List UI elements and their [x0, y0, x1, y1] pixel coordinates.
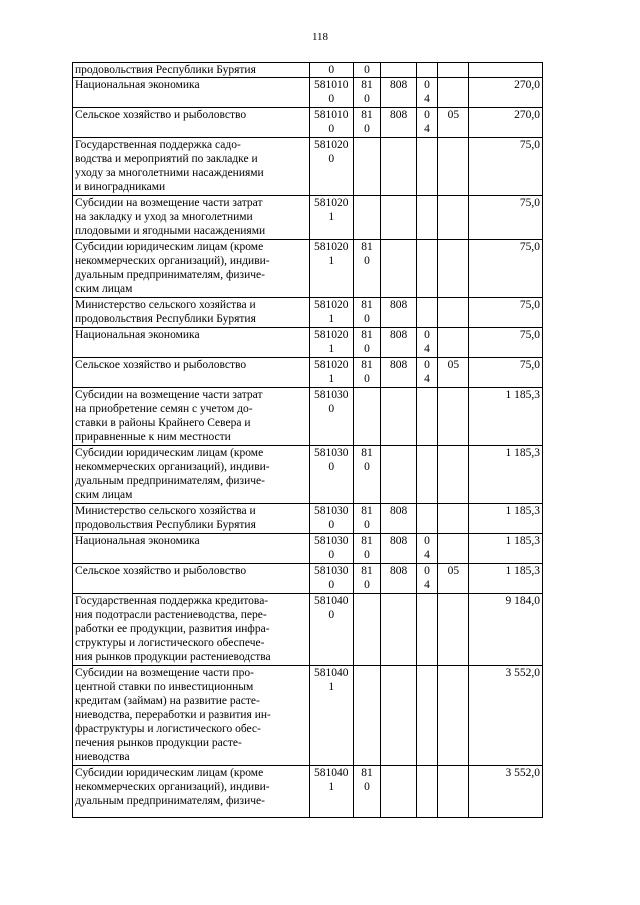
- cell-target-code: 581040 0: [310, 594, 353, 666]
- cell-ministry-code: 808: [381, 328, 416, 358]
- cell-amount: 75,0: [469, 298, 543, 328]
- table-row: [73, 534, 543, 564]
- table-row: [73, 328, 543, 358]
- cell-subsection: [438, 766, 469, 818]
- cell-subsection: [438, 666, 469, 766]
- table-row: [73, 358, 543, 388]
- cell-subsection: 05: [438, 358, 469, 388]
- cell-ministry-code: [381, 388, 416, 446]
- cell-subsection: [438, 196, 469, 240]
- cell-section: 0 4: [416, 328, 438, 358]
- cell-target-code: 581020 1: [310, 196, 353, 240]
- cell-expense-type: 81 0: [353, 298, 381, 328]
- cell-section: 0 4: [416, 534, 438, 564]
- table-row: [73, 63, 543, 78]
- cell-amount: 270,0: [469, 108, 543, 138]
- cell-subsection: 05: [438, 564, 469, 594]
- cell-expense-type: 81 0: [353, 564, 381, 594]
- table-row: [73, 138, 543, 196]
- cell-target-code: 581020 1: [310, 240, 353, 298]
- cell-name: Сельское хозяйство и рыболовство: [73, 564, 310, 594]
- cell-name: Сельское хозяйство и рыболовство: [73, 108, 310, 138]
- cell-name: Субсидии юридическим лицам (кроме некоммерческих организаций), индиви- дуальным предпринимателям, физиче- ским лицам: [73, 446, 310, 504]
- cell-name: Субсидии на возмещение части затрат на закладку и уход за многолетними плодовыми и ягодными насаждениями: [73, 196, 310, 240]
- table-row: [73, 388, 543, 446]
- table-row: [73, 594, 543, 666]
- cell-expense-type: 81 0: [353, 328, 381, 358]
- cell-section: 0 4: [416, 78, 438, 108]
- cell-ministry-code: [381, 666, 416, 766]
- table-row: [73, 108, 543, 138]
- cell-amount: 1 185,3: [469, 564, 543, 594]
- cell-section: 0 4: [416, 358, 438, 388]
- cell-amount: 75,0: [469, 358, 543, 388]
- cell-section: [416, 666, 438, 766]
- cell-target-code: 581030 0: [310, 504, 353, 534]
- table-row: [73, 504, 543, 534]
- table-row: [73, 666, 543, 766]
- cell-subsection: [438, 534, 469, 564]
- cell-expense-type: 81 0: [353, 766, 381, 818]
- cell-name: Министерство сельского хозяйства и продовольствия Республики Бурятия: [73, 298, 310, 328]
- cell-name: Субсидии юридическим лицам (кроме некоммерческих организаций), индиви- дуальным предпринимателям, физиче- ским лицам: [73, 240, 310, 298]
- cell-subsection: [438, 298, 469, 328]
- budget-table-body: [73, 63, 543, 818]
- cell-section: [416, 298, 438, 328]
- cell-name: Субсидии на возмещение части про- центной ставки по инвестиционным кредитам (займам) на развитие расте- ниеводства, переработки и развития ин- фраструктуры и логистического обес- печения рынков продукции расте- ниеводства: [73, 666, 310, 766]
- cell-subsection: [438, 78, 469, 108]
- cell-target-code: 581020 1: [310, 358, 353, 388]
- cell-section: [416, 138, 438, 196]
- cell-section: 0 4: [416, 564, 438, 594]
- cell-ministry-code: 808: [381, 108, 416, 138]
- cell-name: Субсидии юридическим лицам (кроме некоммерческих организаций), индиви- дуальным предпринимателям, физиче-: [73, 766, 310, 818]
- cell-expense-type: 81 0: [353, 358, 381, 388]
- cell-expense-type: [353, 594, 381, 666]
- cell-section: [416, 504, 438, 534]
- cell-amount: [469, 63, 543, 78]
- table-row: [73, 564, 543, 594]
- cell-subsection: [438, 446, 469, 504]
- cell-amount: 75,0: [469, 196, 543, 240]
- cell-target-code: 0: [310, 63, 353, 78]
- cell-amount: 3 552,0: [469, 666, 543, 766]
- cell-name: Субсидии на возмещение части затрат на приобретение семян с учетом до- ставки в районы Крайнего Севера и приравненные к ним местности: [73, 388, 310, 446]
- cell-section: [416, 594, 438, 666]
- cell-target-code: 581010 0: [310, 108, 353, 138]
- cell-amount: 3 552,0: [469, 766, 543, 818]
- cell-target-code: 581030 0: [310, 564, 353, 594]
- cell-ministry-code: 808: [381, 504, 416, 534]
- cell-section: [416, 446, 438, 504]
- cell-expense-type: 81 0: [353, 108, 381, 138]
- cell-target-code: 581020 1: [310, 328, 353, 358]
- cell-name: продовольствия Республики Бурятия: [73, 63, 310, 78]
- cell-amount: 1 185,3: [469, 388, 543, 446]
- cell-subsection: [438, 328, 469, 358]
- cell-expense-type: [353, 138, 381, 196]
- cell-subsection: [438, 504, 469, 534]
- cell-ministry-code: 808: [381, 534, 416, 564]
- cell-target-code: 581020 0: [310, 138, 353, 196]
- cell-section: [416, 388, 438, 446]
- cell-ministry-code: [381, 240, 416, 298]
- cell-section: [416, 766, 438, 818]
- cell-expense-type: [353, 388, 381, 446]
- cell-expense-type: [353, 666, 381, 766]
- cell-ministry-code: [381, 138, 416, 196]
- cell-ministry-code: [381, 63, 416, 78]
- cell-expense-type: 81 0: [353, 534, 381, 564]
- cell-name: Государственная поддержка кредитова- ния подотрасли растениеводства, пере- работки ее продукции, развития инфра- структуры и логистического обеспече- ния рынков продукции растениеводства: [73, 594, 310, 666]
- cell-ministry-code: [381, 766, 416, 818]
- cell-amount: 75,0: [469, 328, 543, 358]
- cell-amount: 270,0: [469, 78, 543, 108]
- cell-target-code: 581030 0: [310, 534, 353, 564]
- table-row: [73, 78, 543, 108]
- cell-expense-type: [353, 196, 381, 240]
- table-row: [73, 298, 543, 328]
- cell-name: Национальная экономика: [73, 78, 310, 108]
- cell-expense-type: 81 0: [353, 78, 381, 108]
- cell-section: 0 4: [416, 108, 438, 138]
- table-row: [73, 240, 543, 298]
- cell-name: Государственная поддержка садо- водства и мероприятий по закладке и уходу за многолетними насаждениями и виноградниками: [73, 138, 310, 196]
- cell-amount: 1 185,3: [469, 446, 543, 504]
- cell-subsection: [438, 240, 469, 298]
- cell-name: Национальная экономика: [73, 328, 310, 358]
- cell-target-code: 581030 0: [310, 446, 353, 504]
- cell-subsection: [438, 388, 469, 446]
- cell-amount: 1 185,3: [469, 504, 543, 534]
- budget-table: [72, 62, 543, 818]
- cell-target-code: 581030 0: [310, 388, 353, 446]
- cell-section: [416, 196, 438, 240]
- cell-expense-type: 0: [353, 63, 381, 78]
- cell-ministry-code: 808: [381, 78, 416, 108]
- table-row: [73, 446, 543, 504]
- page-number: 118: [311, 31, 329, 43]
- cell-ministry-code: [381, 446, 416, 504]
- cell-ministry-code: 808: [381, 564, 416, 594]
- cell-subsection: [438, 138, 469, 196]
- cell-subsection: [438, 63, 469, 78]
- cell-ministry-code: 808: [381, 298, 416, 328]
- cell-name: Национальная экономика: [73, 534, 310, 564]
- cell-amount: 9 184,0: [469, 594, 543, 666]
- cell-target-code: 581010 0: [310, 78, 353, 108]
- cell-amount: 75,0: [469, 240, 543, 298]
- cell-ministry-code: [381, 594, 416, 666]
- cell-expense-type: 81 0: [353, 446, 381, 504]
- cell-section: [416, 63, 438, 78]
- cell-target-code: 581040 1: [310, 666, 353, 766]
- cell-name: Министерство сельского хозяйства и продовольствия Республики Бурятия: [73, 504, 310, 534]
- cell-target-code: 581020 1: [310, 298, 353, 328]
- cell-amount: 1 185,3: [469, 534, 543, 564]
- cell-ministry-code: 808: [381, 358, 416, 388]
- table-row: [73, 766, 543, 818]
- cell-expense-type: 81 0: [353, 504, 381, 534]
- cell-expense-type: 81 0: [353, 240, 381, 298]
- cell-target-code: 581040 1: [310, 766, 353, 818]
- cell-amount: 75,0: [469, 138, 543, 196]
- cell-name: Сельское хозяйство и рыболовство: [73, 358, 310, 388]
- cell-subsection: 05: [438, 108, 469, 138]
- cell-ministry-code: [381, 196, 416, 240]
- cell-section: [416, 240, 438, 298]
- table-row: [73, 196, 543, 240]
- cell-subsection: [438, 594, 469, 666]
